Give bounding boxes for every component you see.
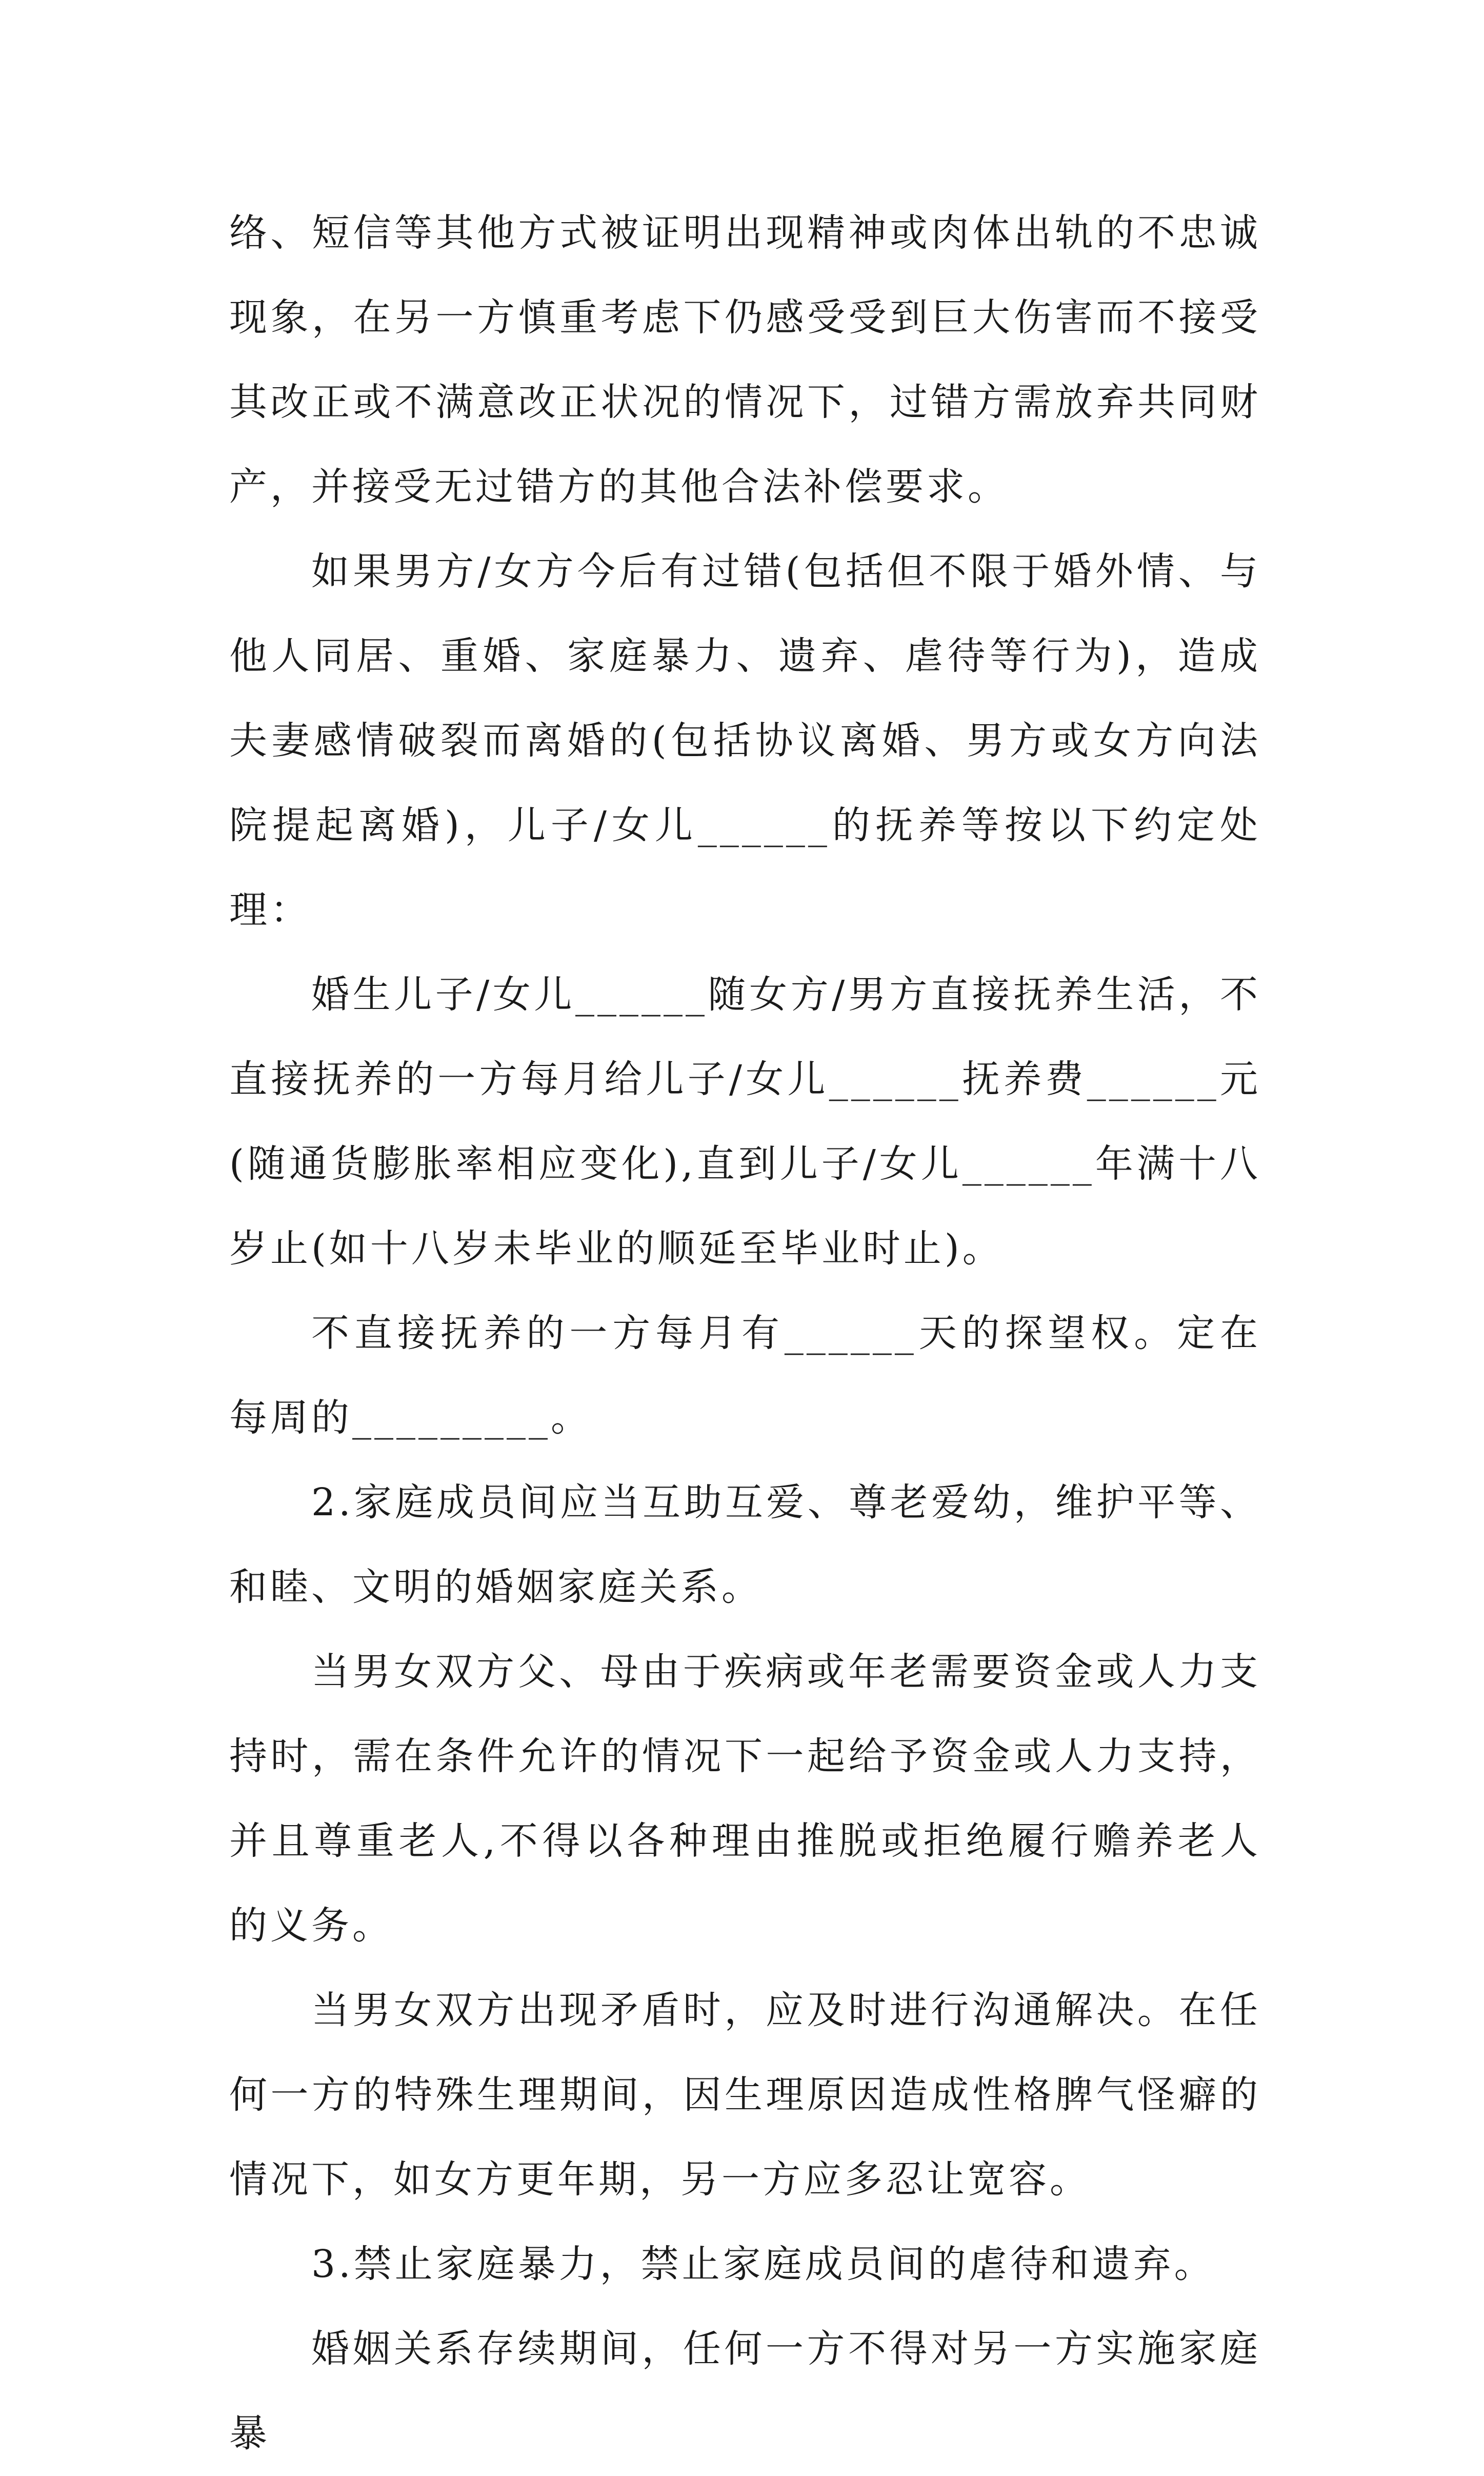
paragraph-7: 当男女双方出现矛盾时，应及时进行沟通解决。在任何一方的特殊生理期间，因生理原因造成性格脾气怪癖的情况下，如女方更年期，另一方应多忍让宽容。 (229, 1988, 1261, 2202)
paragraph-4: 不直接抚养的一方每月有______天的探望权。定在每周的_________。 (229, 1311, 1261, 1440)
document-body (229, 191, 1261, 2476)
paragraph-2: 如果男方/女方今后有过错(包括但不限于婚外情、与他人同居、重婚、家庭暴力、遗弃、虐待等行为)，造成夫妻感情破裂而离婚的(包括协议离婚、男方或女方向法院提起离婚)，儿子/女儿______的抚养等按以下约定处理： (229, 549, 1261, 932)
paragraph-3: 婚生儿子/女儿______随女方/男方直接抚养生活，不直接抚养的一方每月给儿子/女儿______抚养费______元(随通货膨胀率相应变化),直到儿子/女儿______年满十八岁止(如十八岁未毕业的顺延至毕业时止)。 (229, 973, 1261, 1271)
paragraph-8: 3.禁止家庭暴力，禁止家庭成员间的虐待和遗弃。 (311, 2242, 1215, 2286)
paragraph-9: 婚姻关系存续期间，任何一方不得对另一方实施家庭暴 (229, 2327, 1261, 2455)
paragraph-5: 2.家庭成员间应当互助互爱、尊老爱幼，维护平等、和睦、文明的婚姻家庭关系。 (229, 1480, 1261, 1609)
paragraph-1: 络、短信等其他方式被证明出现精神或肉体出轨的不忠诚现象，在另一方慎重考虑下仍感受受到巨大伤害而不接受其改正或不满意改正状况的情况下，过错方需放弃共同财产，并接受无过错方的其他合法补偿要求。 (229, 211, 1261, 509)
paragraph-6: 当男女双方父、母由于疾病或年老需要资金或人力支持时，需在条件允许的情况下一起给予资金或人力支持，并且尊重老人,不得以各种理由推脱或拒绝履行赡养老人的义务。 (229, 1650, 1261, 1948)
